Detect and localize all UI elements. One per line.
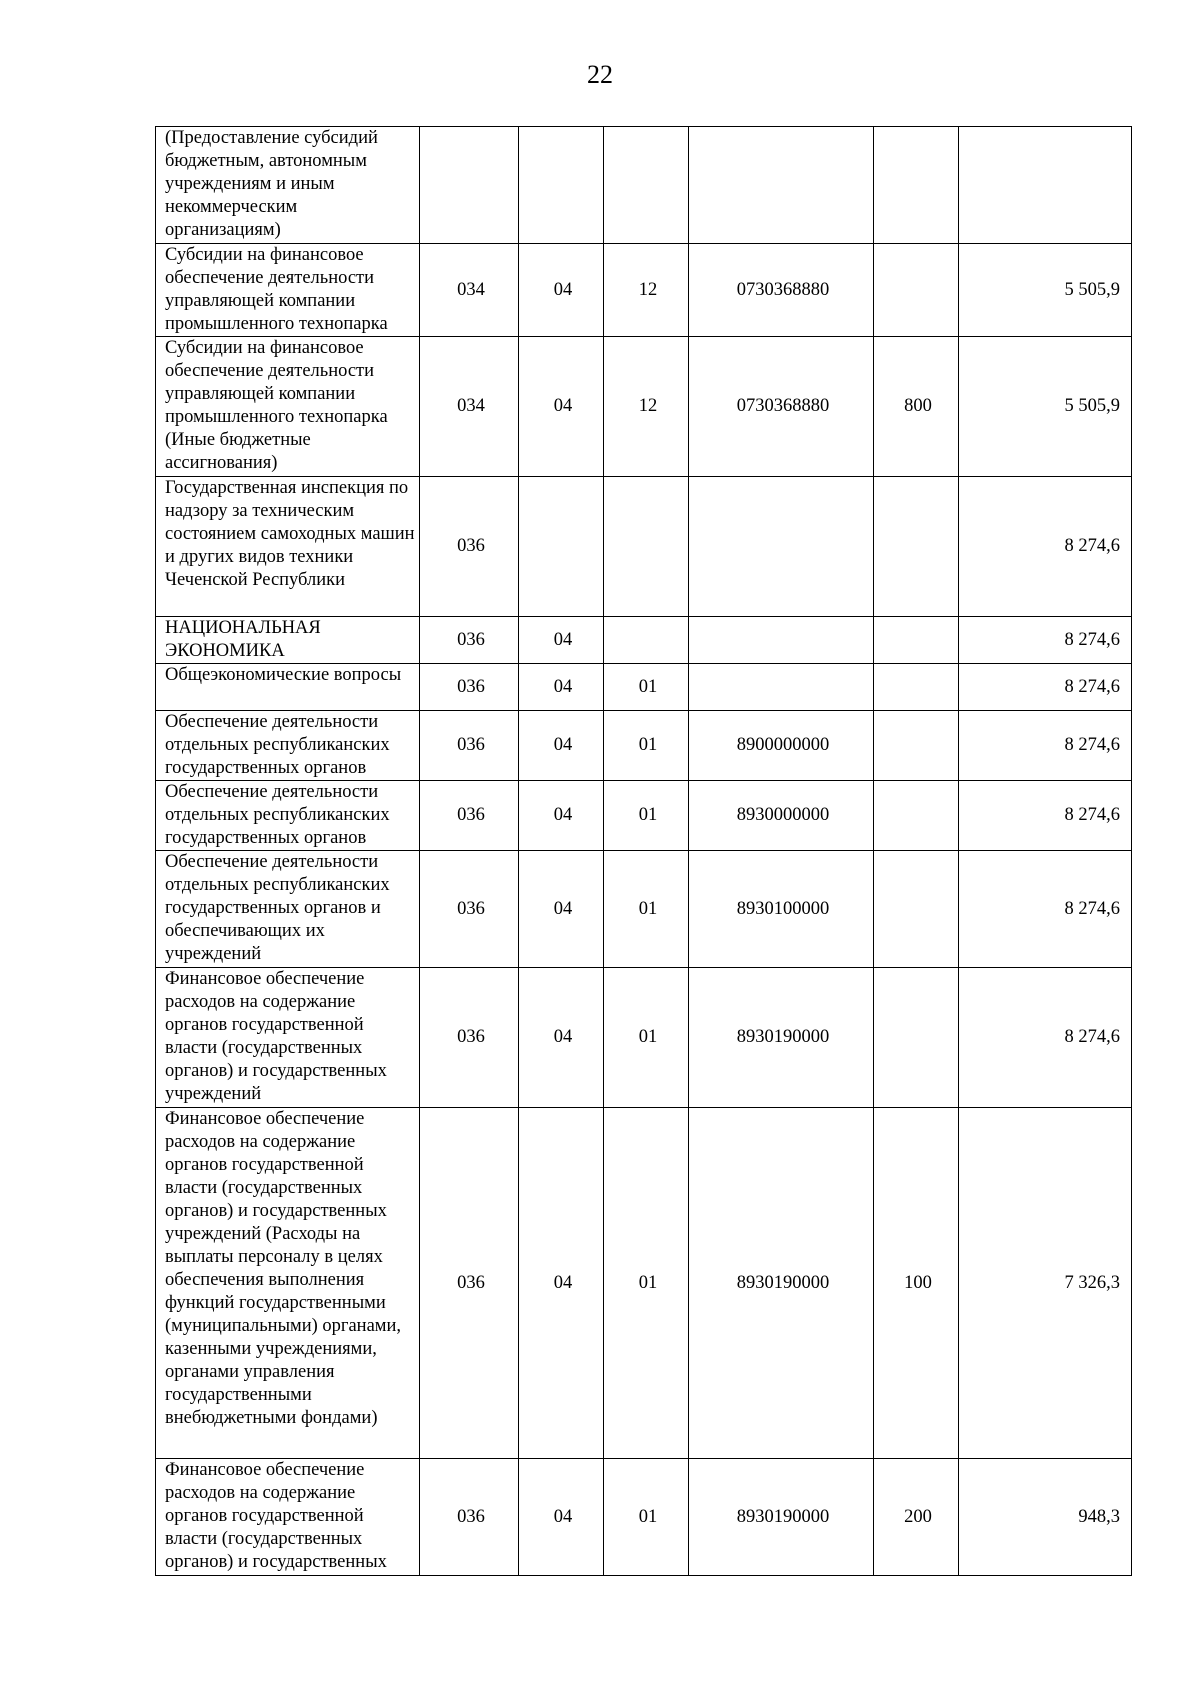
vr-cell <box>874 851 959 968</box>
vr-cell <box>874 664 959 711</box>
rz-cell: 04 <box>519 968 604 1108</box>
vr-cell: 100 <box>874 1108 959 1459</box>
csr-cell: 0730368880 <box>689 337 874 477</box>
vr-cell <box>874 477 959 617</box>
vr-cell <box>874 711 959 781</box>
rz-cell: 04 <box>519 664 604 711</box>
vr-cell <box>874 781 959 851</box>
row-name-cell: Обеспечение деятельности отдельных республиканских государственных органов <box>156 781 420 851</box>
sum-cell <box>959 127 1132 244</box>
table-row <box>156 851 1132 968</box>
sum-cell: 948,3 <box>959 1459 1132 1576</box>
table-row <box>156 127 1132 244</box>
sum-cell: 8 274,6 <box>959 477 1132 617</box>
rz-cell: 04 <box>519 851 604 968</box>
rz-cell <box>519 127 604 244</box>
budget-table <box>155 126 1132 1576</box>
sum-cell: 8 274,6 <box>959 968 1132 1108</box>
gr-cell: 036 <box>420 664 519 711</box>
csr-cell: 8930100000 <box>689 851 874 968</box>
pr-cell: 01 <box>604 1459 689 1576</box>
gr-cell: 036 <box>420 1108 519 1459</box>
pr-cell: 01 <box>604 968 689 1108</box>
page-number: 22 <box>587 60 613 89</box>
gr-cell: 036 <box>420 781 519 851</box>
pr-cell: 12 <box>604 337 689 477</box>
gr-cell: 036 <box>420 711 519 781</box>
pr-cell: 01 <box>604 711 689 781</box>
sum-cell: 5 505,9 <box>959 244 1132 337</box>
gr-cell: 036 <box>420 851 519 968</box>
row-name-cell: НАЦИОНАЛЬНАЯ ЭКОНОМИКА <box>156 617 420 664</box>
row-name-cell: Обеспечение деятельности отдельных республиканских государственных органов и обеспечивающих их учреждений <box>156 851 420 968</box>
csr-cell <box>689 617 874 664</box>
gr-cell: 036 <box>420 968 519 1108</box>
pr-cell <box>604 477 689 617</box>
vr-cell <box>874 968 959 1108</box>
pr-cell: 01 <box>604 1108 689 1459</box>
rz-cell <box>519 477 604 617</box>
row-name-cell: Субсидии на финансовое обеспечение деятельности управляющей компании промышленного технопарка (Иные бюджетные ассигнования) <box>156 337 420 477</box>
row-name-cell: Финансовое обеспечение расходов на содержание органов государственной власти (государственных органов) и государственных учреждений (Расходы на выплаты персоналу в целях обеспечения выполнения функций государственными (муниципальными) органами, казенными учреждениями, органами управления государственными внебюджетными фондами) <box>156 1108 420 1459</box>
pr-cell <box>604 617 689 664</box>
csr-cell: 8930190000 <box>689 1459 874 1576</box>
pr-cell: 01 <box>604 851 689 968</box>
table-row <box>156 1459 1132 1576</box>
csr-cell: 8930000000 <box>689 781 874 851</box>
table-row <box>156 664 1132 711</box>
vr-cell: 800 <box>874 337 959 477</box>
vr-cell <box>874 127 959 244</box>
gr-cell: 036 <box>420 617 519 664</box>
rz-cell: 04 <box>519 711 604 781</box>
gr-cell: 036 <box>420 477 519 617</box>
rz-cell: 04 <box>519 1459 604 1576</box>
pr-cell: 12 <box>604 244 689 337</box>
csr-cell <box>689 127 874 244</box>
vr-cell <box>874 617 959 664</box>
rz-cell: 04 <box>519 244 604 337</box>
row-name-cell: Финансовое обеспечение расходов на содержание органов государственной власти (государственных органов) и государственных <box>156 1459 420 1576</box>
csr-cell: 0730368880 <box>689 244 874 337</box>
row-name-cell: Субсидии на финансовое обеспечение деятельности управляющей компании промышленного технопарка <box>156 244 420 337</box>
row-name-cell: Финансовое обеспечение расходов на содержание органов государственной власти (государственных органов) и государственных учреждений <box>156 968 420 1108</box>
pr-cell: 01 <box>604 664 689 711</box>
sum-cell: 8 274,6 <box>959 617 1132 664</box>
table-row <box>156 1108 1132 1459</box>
table-row <box>156 477 1132 617</box>
rz-cell: 04 <box>519 337 604 477</box>
row-name-cell: Государственная инспекция по надзору за техническим состоянием самоходных машин и других видов техники Чеченской Республики <box>156 477 420 617</box>
table-row <box>156 781 1132 851</box>
gr-cell: 034 <box>420 337 519 477</box>
row-name-cell: Общеэкономические вопросы <box>156 664 420 711</box>
sum-cell: 8 274,6 <box>959 781 1132 851</box>
pr-cell: 01 <box>604 781 689 851</box>
table-row <box>156 617 1132 664</box>
table-row <box>156 968 1132 1108</box>
gr-cell: 036 <box>420 1459 519 1576</box>
csr-cell: 8930190000 <box>689 968 874 1108</box>
table-row <box>156 337 1132 477</box>
csr-cell <box>689 664 874 711</box>
rz-cell: 04 <box>519 781 604 851</box>
pr-cell <box>604 127 689 244</box>
csr-cell <box>689 477 874 617</box>
row-name-cell: Обеспечение деятельности отдельных республиканских государственных органов <box>156 711 420 781</box>
csr-cell: 8900000000 <box>689 711 874 781</box>
gr-cell: 034 <box>420 244 519 337</box>
sum-cell: 8 274,6 <box>959 664 1132 711</box>
table-row <box>156 244 1132 337</box>
sum-cell: 7 326,3 <box>959 1108 1132 1459</box>
vr-cell: 200 <box>874 1459 959 1576</box>
sum-cell: 5 505,9 <box>959 337 1132 477</box>
sum-cell: 8 274,6 <box>959 711 1132 781</box>
gr-cell <box>420 127 519 244</box>
csr-cell: 8930190000 <box>689 1108 874 1459</box>
rz-cell: 04 <box>519 617 604 664</box>
sum-cell: 8 274,6 <box>959 851 1132 968</box>
table-row <box>156 711 1132 781</box>
rz-cell: 04 <box>519 1108 604 1459</box>
row-name-cell: (Предоставление субсидий бюджетным, автономным учреждениям и иным некоммерческим организациям) <box>156 127 420 244</box>
vr-cell <box>874 244 959 337</box>
